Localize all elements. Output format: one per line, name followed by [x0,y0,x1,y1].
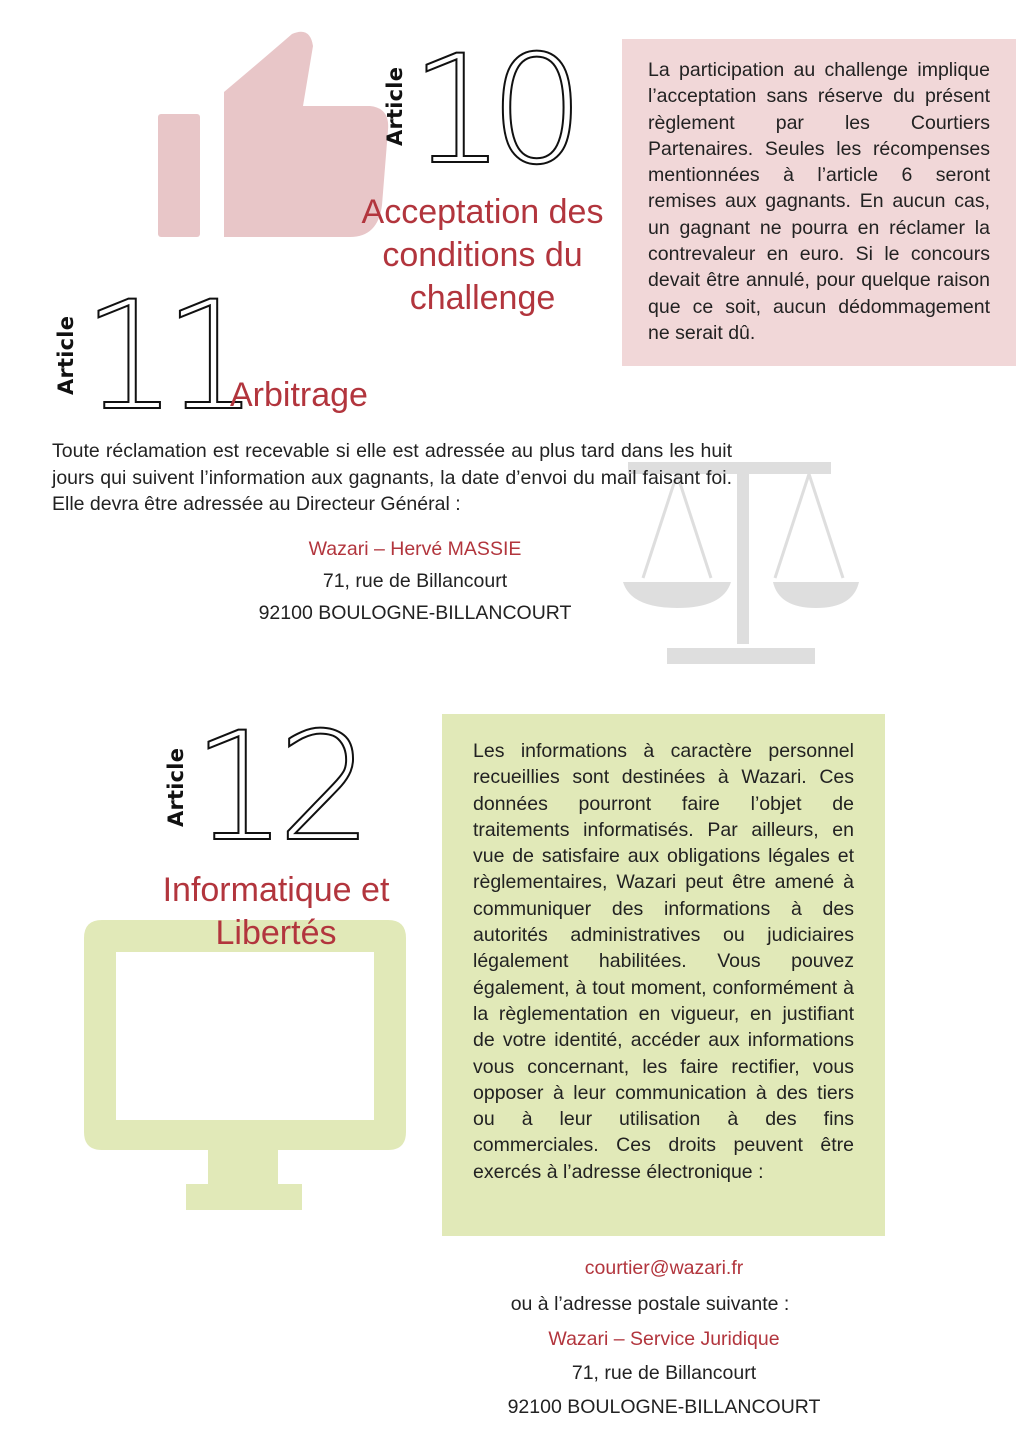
article-11-title: Arbitrage [230,376,368,414]
article-10-title-line-3: challenge [409,279,556,317]
article-11-address-street: 71, rue de Billancourt [322,570,508,592]
article-10-number: 10 [410,24,569,198]
article-12-contact [448,1250,880,1424]
article-12-number: 12 [192,701,363,875]
article-12-address-name: Wazari – Service Juridique [548,1328,780,1350]
article-12-text-box [442,714,885,1236]
article-10-title-line-1: Acceptation des [361,193,604,231]
article-10-text-box [622,39,1016,366]
article-11-address-city: 92100 BOULOGNE-BILLANCOURT [258,602,572,624]
article-10-title [340,191,625,320]
article-11-number: 11 [82,270,245,444]
article-11-label: Article [54,315,78,395]
article-12-address-city: 92100 BOULOGNE-BILLANCOURT [507,1396,821,1418]
article-12-postal-intro: ou à l’adresse postale suivante : [510,1293,790,1315]
article-12-email: courtier@wazari.fr [584,1257,744,1279]
article-12-label: Article [164,747,188,827]
article-12-title-line-1: Informatique et [162,871,390,909]
article-11-address-name: Wazari – Hervé MASSIE [308,538,522,560]
article-12-title-line-2: Libertés [215,914,337,952]
article-10-label: Article [383,66,407,146]
article-10-title-line-2: conditions du [382,236,583,274]
monitor-icon [84,920,406,1212]
article-11-body: Toute réclamation est recevable si elle est adressée au plus tard dans les huit jours qui suivent l’information aux gagnants, la date d’envoi du mail faisant foi. Elle devra être adressée au Directeur Général : [52,440,732,515]
article-10-body: La participation au challenge implique l’acceptation sans réserve du présent règlement par les Courtiers Partenaires. Seules les récompenses mentionnées à l’article 6 seront remises aux gagnants. En aucun cas, un gagnant ne pourra en réclamer la contrevaleur en euro. Si le concours devait être annulé, pour quelque raison que ce soit, aucun dédommagement ne serait dû. [648,59,990,344]
article-11-address [200,533,630,629]
article-12-body: Les informations à caractère personnel recueillies sont destinées à Wazari. Ces données pourront faire l’objet de traitements informatisés. Par ailleurs, en vue de satisfaire aux obligations légales et règlementaires, Wazari peut être amené à communiquer des informations à des autorités administratives ou judiciaires légalement habilitées. Vous pouvez également, à tout moment, conformément à la règlementation en vigueur, en justifiant de votre identité, accéder aux informations vous concernant, les faire rectifier, vous opposer à leur communication à des tiers ou à leur utilisation à des fins commerciales. Ces droits peuvent être exercés à l’adresse électronique : [473,740,854,1183]
article-12-address-street: 71, rue de Billancourt [571,1362,757,1384]
article-12-title [135,869,417,955]
